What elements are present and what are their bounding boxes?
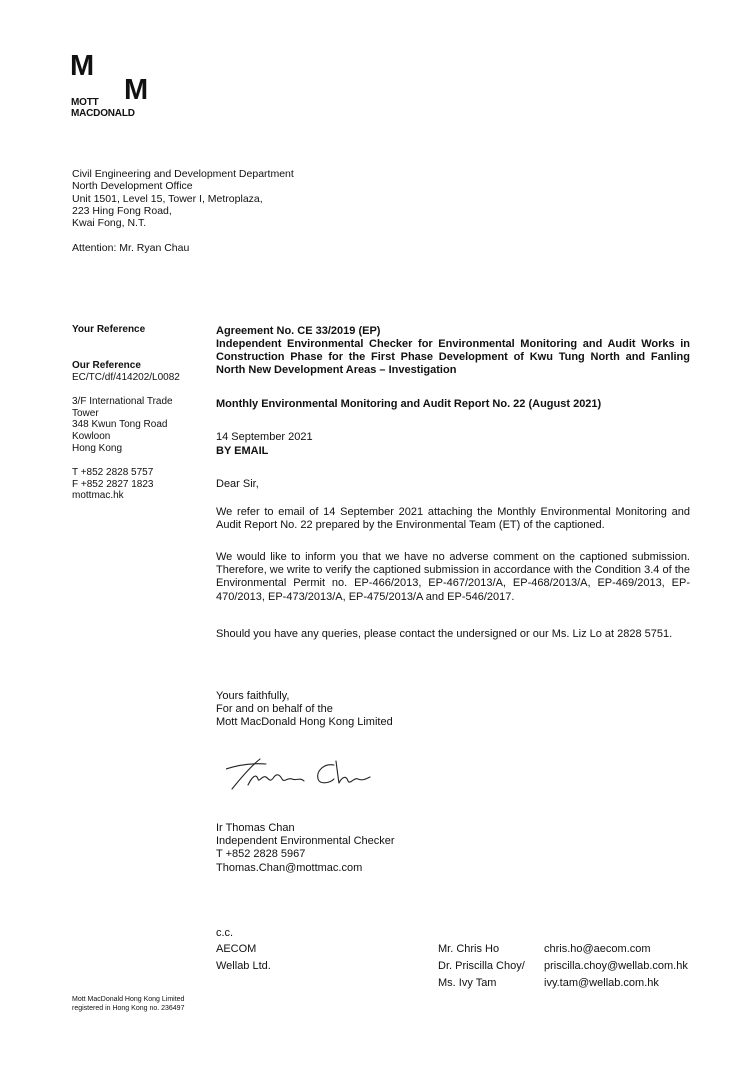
office-address-line: Hong Kong xyxy=(72,442,123,454)
logo-word-mott: MOTT xyxy=(71,97,99,108)
cc-email: chris.ho@aecom.com xyxy=(544,943,651,955)
office-phone: T +852 2828 5757 xyxy=(72,467,154,478)
closing-block xyxy=(216,690,690,730)
signer-title: Independent Environmental Checker xyxy=(216,835,395,848)
report-title: Monthly Environmental Monitoring and Audit Report No. 22 (August 2021) xyxy=(216,398,602,410)
agreement-description: Independent Environmental Checker for Environmental Monitoring and Audit Works in Construction Phase for the First Phase Development of Kwu Tung North and Fanling North New Development Areas – Investigation xyxy=(216,338,690,377)
company-registration-footer xyxy=(72,996,184,1013)
cc-person: Dr. Priscilla Choy/ xyxy=(438,960,525,973)
on-behalf: For and on behalf of the xyxy=(216,703,333,716)
office-contact xyxy=(72,467,153,502)
logo-letter-2: M xyxy=(124,74,149,106)
closing: Yours faithfully, xyxy=(216,690,290,702)
your-reference-label: Your Reference xyxy=(72,324,146,335)
salutation: Dear Sir, xyxy=(216,478,259,490)
cc-org: Wellab Ltd. xyxy=(216,960,271,973)
office-website: mottmac.hk xyxy=(72,490,124,502)
office-address-line: Kowloon xyxy=(72,431,111,443)
recipient-line: Kwai Fong, N.T. xyxy=(72,217,147,230)
paragraph-1: We refer to email of 14 September 2021 attaching the Monthly Environmental Monitoring and Audit Report No. 22 prepared by the Environmental Team (ET) of the captioned. xyxy=(216,506,690,532)
cc-person: Ms. Ivy Tam xyxy=(438,977,497,990)
company-name: Mott MacDonald Hong Kong Limited xyxy=(216,716,393,729)
office-address xyxy=(72,396,173,455)
letter-date: 14 September 2021 xyxy=(216,431,313,443)
cc-person: Mr. Chris Ho xyxy=(438,943,500,955)
signer-block xyxy=(216,822,690,875)
cc-org: AECOM xyxy=(216,943,257,955)
logo-letter-1: M xyxy=(70,50,95,82)
office-address-line: Tower xyxy=(72,407,99,419)
signer-name: Ir Thomas Chan xyxy=(216,822,295,834)
handwritten-signature xyxy=(226,755,376,795)
mott-macdonald-logo xyxy=(70,52,170,124)
recipient-line: Unit 1501, Level 15, Tower I, Metroplaza, xyxy=(72,192,263,205)
cc-email: priscilla.choy@wellab.com.hk xyxy=(544,960,688,973)
cc-email: ivy.tam@wellab.com.hk xyxy=(544,977,659,990)
recipient-line: 223 Hing Fong Road, xyxy=(72,204,172,217)
logo-word-macdonald: MACDONALD xyxy=(71,108,135,119)
our-reference-label: Our Reference xyxy=(72,360,141,371)
footer-line: Mott MacDonald Hong Kong Limited xyxy=(72,996,185,1003)
our-reference-value: EC/TC/df/414202/L0082 xyxy=(72,372,180,383)
cc-person-column xyxy=(438,941,525,993)
paragraph-3: Should you have any queries, please contact the undersigned or our Ms. Liz Lo at 2828 5751. xyxy=(216,628,673,640)
recipient-line: North Development Office xyxy=(72,180,193,193)
cc-email-column xyxy=(544,941,688,993)
cc-org-column xyxy=(216,941,271,975)
signer-phone: T +852 2828 5967 xyxy=(216,848,306,861)
office-address-line: 348 Kwun Tong Road xyxy=(72,419,168,431)
recipient-address xyxy=(72,168,294,229)
office-fax: F +852 2827 1823 xyxy=(72,478,154,490)
cc-label: c.c. xyxy=(216,927,234,939)
footer-line: registered in Hong Kong no. 236497 xyxy=(72,1004,185,1012)
attention-line: Attention: Mr. Ryan Chau xyxy=(72,242,190,254)
agreement-title: Agreement No. CE 33/2019 (EP) xyxy=(216,325,381,337)
office-address-line: 3/F International Trade xyxy=(72,396,173,407)
signer-email: Thomas.Chan@mottmac.com xyxy=(216,861,363,874)
delivery-method: BY EMAIL xyxy=(216,445,269,457)
recipient-line: Civil Engineering and Development Department xyxy=(72,168,294,180)
paragraph-2: We would like to inform you that we have no adverse comment on the captioned submission. Therefore, we write to verify the captioned submission in accordance with the Condition 3.4 of the Environmental Permit no. EP-466/2013, EP-467/2013/A, EP-468/2013/A, EP-469/2013, EP-470/2013, EP-473/2013/A, EP-475/2013/A and EP-546/2017. xyxy=(216,551,690,603)
